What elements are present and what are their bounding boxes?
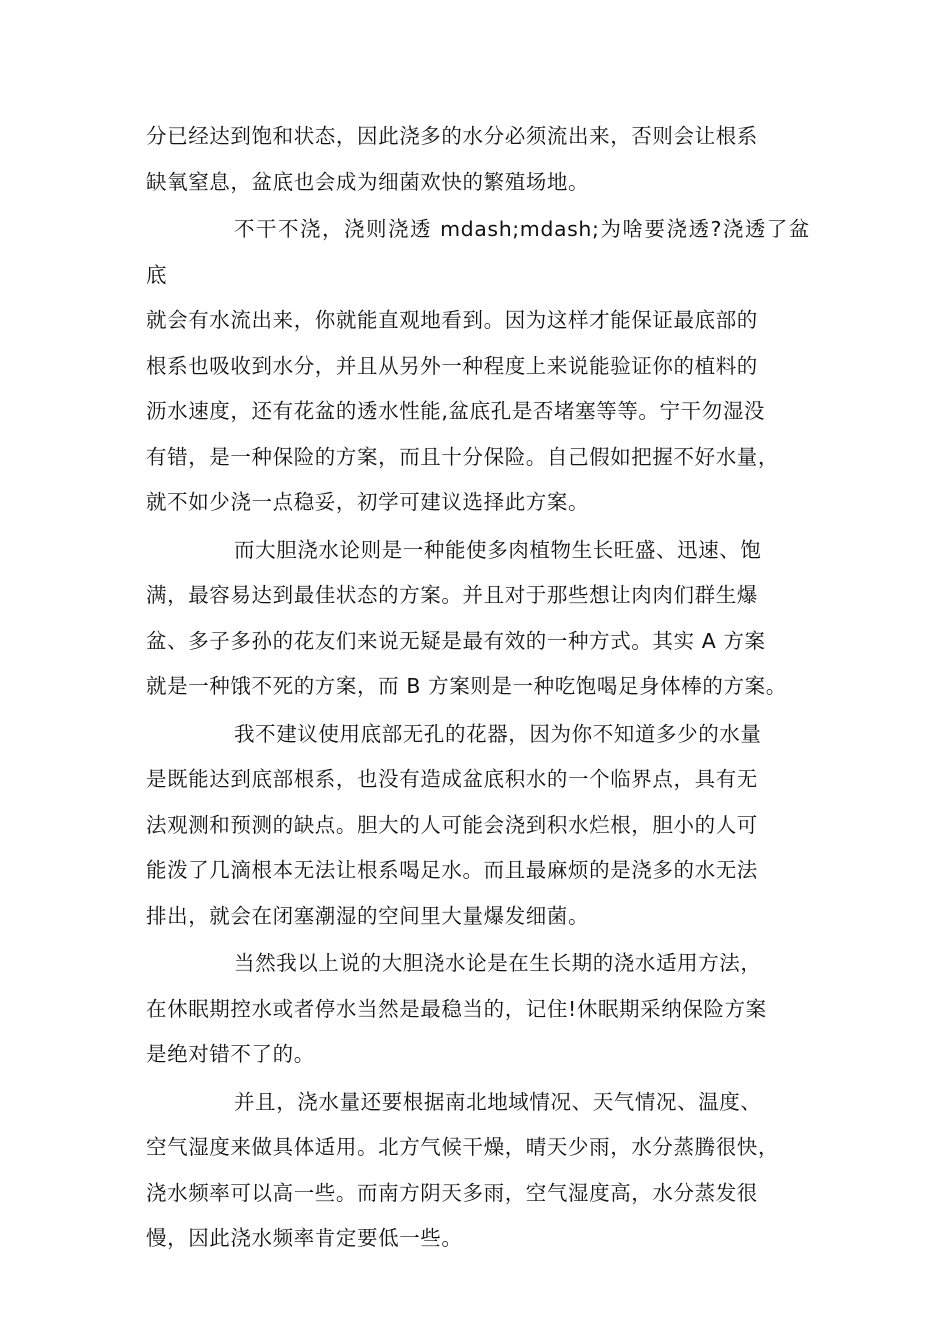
text-line: 不干不浇，浇则浇透 mdash;mdash;为啥要浇透?浇透了盆底 xyxy=(146,217,810,287)
text-line: 在休眠期控水或者停水当然是最稳当的，记住!休眠期采纳保险方案 xyxy=(146,996,767,1021)
text-line: 能泼了几滴根本无法让根系喝足水。而且最麻烦的是浇多的水无法 xyxy=(146,858,758,882)
text-line: 就会有水流出来，你就能直观地看到。因为这样才能保证最底部的 xyxy=(146,308,758,332)
paragraph-6 xyxy=(146,1080,810,1262)
text-line: 沥水速度，还有花盆的透水性能,盆底孔是否堵塞等等。宁干勿湿没 xyxy=(146,399,766,423)
text-line: 根系也吸收到水分，并且从另外一种程度上来说能验证你的植料的 xyxy=(146,353,758,378)
text-line: 我不建议使用底部无孔的花器，因为你不知道多少的水量 xyxy=(234,721,762,746)
paragraph-5 xyxy=(146,941,810,1078)
text-line: 排出，就会在闭塞潮湿的空间里大量爆发细菌。 xyxy=(146,903,590,928)
text-line: 慢，因此浇水频率肯定要低一些。 xyxy=(146,1226,463,1250)
text-line: 分已经达到饱和状态，因此浇多的水分必须流出来，否则会让根系 xyxy=(146,124,758,148)
text-line: 满，最容易达到最佳状态的方案。并且对于那些想让肉肉们群生爆 xyxy=(146,583,758,607)
text-line: 是既能达到底部根系，也没有造成盆底积水的一个临界点，具有无 xyxy=(146,767,758,791)
text-line: 法观测和预测的缺点。胆大的人可能会浇到积水烂根，胆小的人可 xyxy=(146,812,758,837)
text-line: 缺氧窒息，盆底也会成为细菌欢快的繁殖场地。 xyxy=(146,169,590,194)
text-line: 而大胆浇水论则是一种能使多肉植物生长旺盛、迅速、饱 xyxy=(234,537,762,562)
text-line: 当然我以上说的大胆浇水论是在生长期的浇水适用方法， xyxy=(234,951,762,975)
paragraph-1 xyxy=(146,114,810,205)
paragraph-2 xyxy=(146,207,810,526)
paragraph-4 xyxy=(146,712,810,940)
text-line: 盆、多子多孙的花友们来说无疑是最有效的一种方式。其实 A 方案 xyxy=(146,628,766,653)
text-line: 浇水频率可以高一些。而南方阴天多雨，空气湿度高，水分蒸发很 xyxy=(146,1180,758,1205)
text-line: 并且，浇水量还要根据南北地域情况、天气情况、温度、 xyxy=(234,1089,762,1114)
document-body xyxy=(146,114,810,1264)
text-line: 有错，是一种保险的方案，而且十分保险。自己假如把握不好水量， xyxy=(146,444,779,469)
text-line: 就是一种饿不死的方案，而 B 方案则是一种吃饱喝足身体棒的方案。 xyxy=(146,674,787,698)
text-line: 空气湿度来做具体适用。北方气候干燥，晴天少雨，水分蒸腾很快， xyxy=(146,1135,779,1159)
text-line: 就不如少浇一点稳妥，初学可建议选择此方案。 xyxy=(146,490,590,514)
text-line: 是绝对错不了的。 xyxy=(146,1042,315,1066)
paragraph-3 xyxy=(146,528,810,710)
